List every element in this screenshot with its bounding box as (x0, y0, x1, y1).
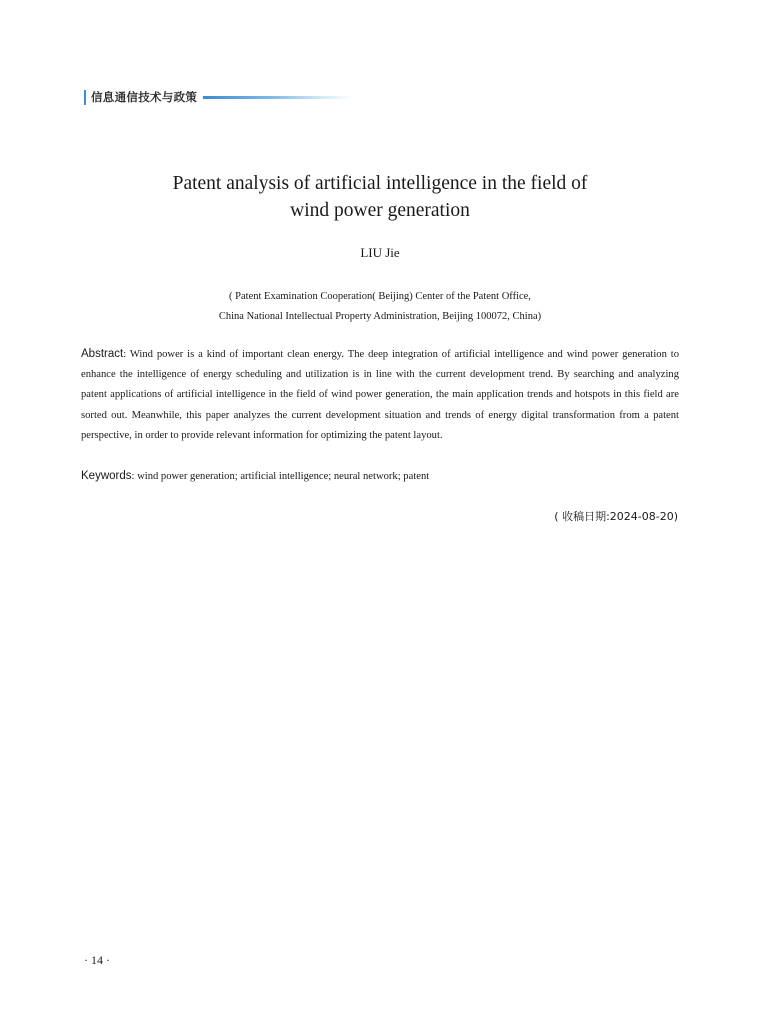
abstract-label: Abstract (81, 348, 124, 360)
keywords-text: wind power generation; artificial intelligence; neural network; patent (137, 471, 430, 482)
header-accent-bar (84, 90, 86, 105)
header-gradient-line (203, 96, 353, 99)
abstract-text: Wind power is a kind of important clean energy. The deep integration of artificial intelligence and wind power generation to enhance the intelligence of energy scheduling and utilization is in line with the current development trend. By searching and analyzing patent applications of artificial intelligence in the field of wind power generation, the main application trends and hotspots in this field are sorted out. Meanwhile, this paper analyzes the current development situation and trends of energy digital transformation from a patent perspective, in order to provide relevant information for optimizing the patent layout. (81, 349, 679, 441)
abstract-paragraph (81, 344, 679, 446)
keywords-line (81, 466, 679, 487)
journal-section-title: 信息通信技术与政策 (91, 90, 198, 104)
paper-title-line-1: Patent analysis of artificial intelligence in the field of (172, 173, 588, 194)
author-name: LIU Jie (360, 245, 400, 260)
page-number: · 14 · (84, 953, 110, 967)
affiliation-line-1: ( Patent Examination Cooperation( Beijing) Center of the Patent Office, (229, 291, 531, 302)
paper-title (80, 170, 680, 224)
paper-title-line-2: wind power generation (290, 200, 470, 221)
keywords-label: Keywords (81, 470, 132, 482)
affiliation-line-2: China National Intellectual Property Administration, Beijing 100072, China) (218, 311, 542, 322)
keywords-separator: : (131, 471, 138, 482)
abstract-separator: : (123, 349, 130, 360)
running-header (84, 88, 353, 106)
author-affiliation (80, 287, 680, 327)
received-date: ( 收稿日期:2024-08-20) (554, 510, 678, 523)
